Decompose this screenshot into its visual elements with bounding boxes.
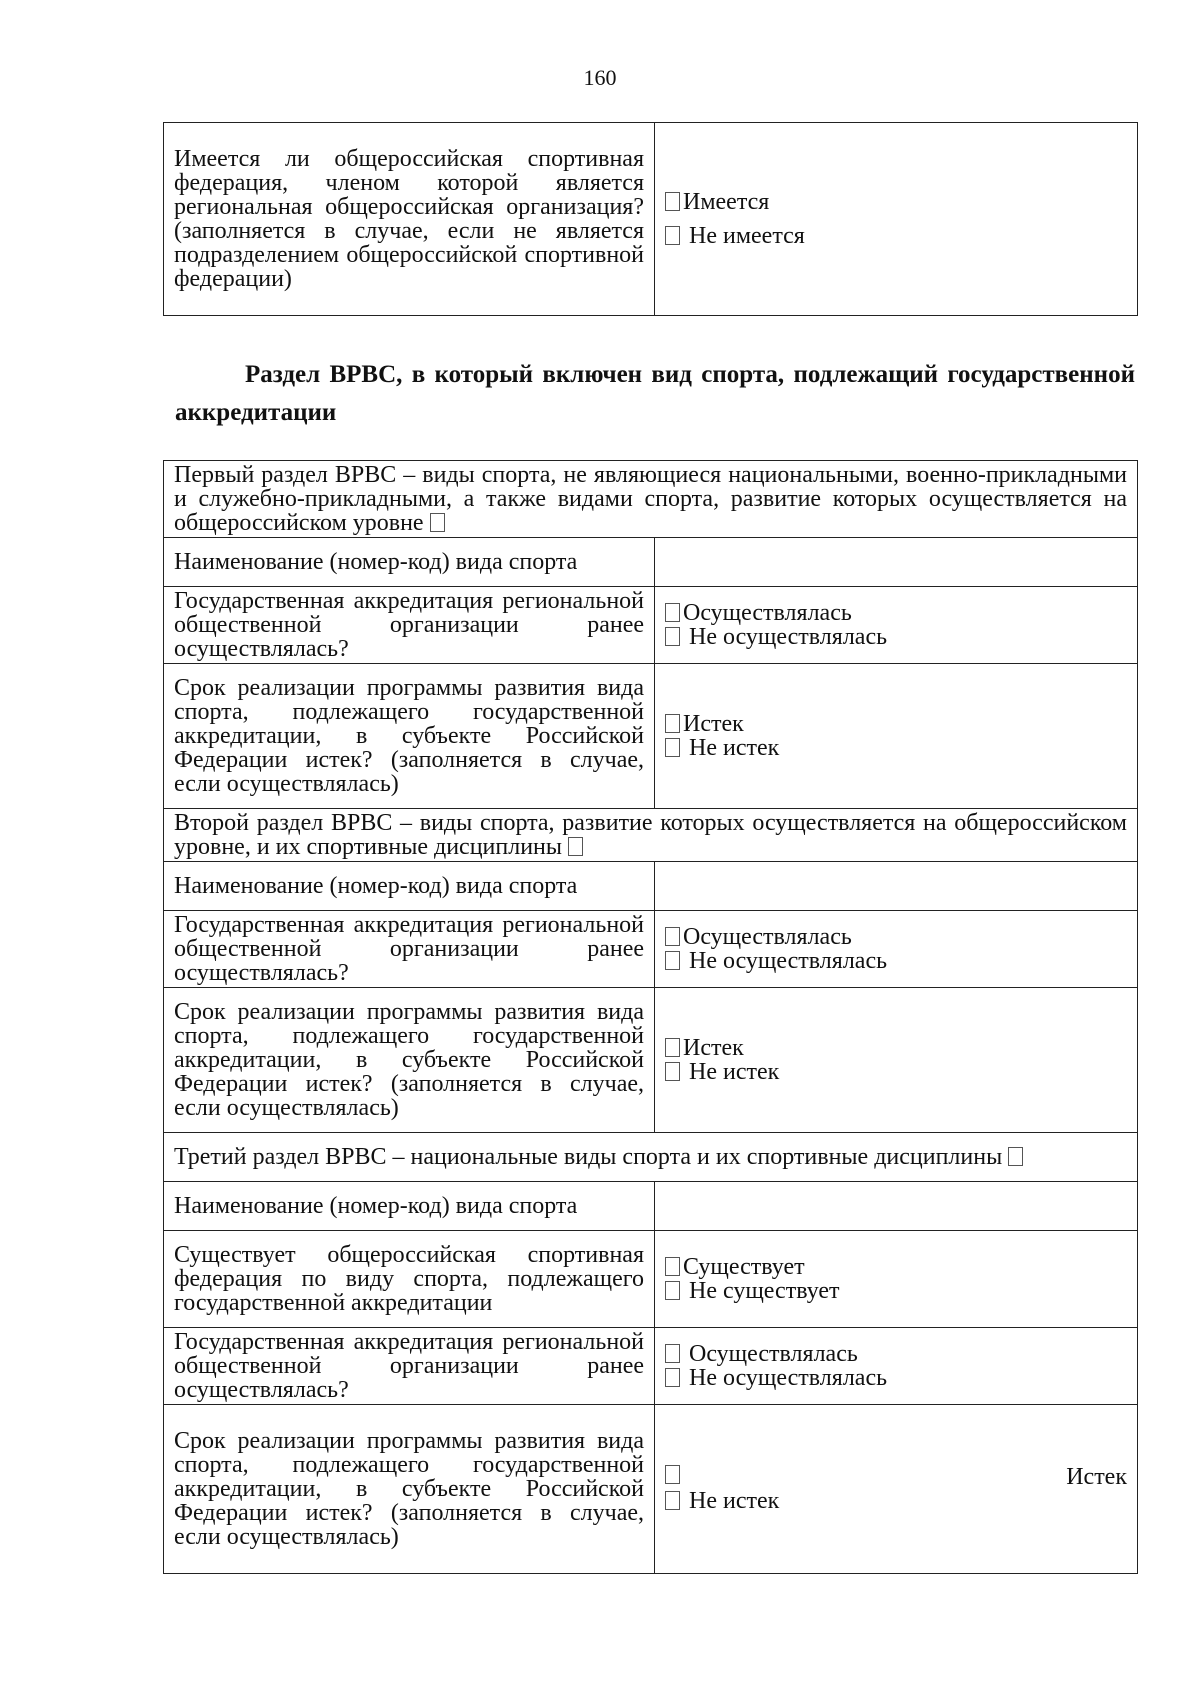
section1-title-cell <box>164 461 1138 538</box>
checkbox-icon[interactable] <box>665 1368 680 1387</box>
table-row <box>164 587 1138 664</box>
table-row <box>164 1182 1138 1231</box>
table-row <box>164 1133 1138 1182</box>
table-row <box>164 1405 1138 1574</box>
section1-name-label: Наименование (номер-код) вида спорта <box>164 538 655 587</box>
page-number: 160 <box>583 65 617 90</box>
option-not-carried-out[interactable]: Не осуществлялась <box>665 625 1127 649</box>
option-carried-out[interactable]: Осуществлялась <box>665 601 1127 625</box>
checkbox-icon[interactable] <box>665 603 680 622</box>
checkbox-icon[interactable] <box>568 837 583 856</box>
membership-answer <box>655 123 1138 316</box>
option-exists[interactable]: Существует <box>665 1255 1127 1279</box>
table-row <box>164 862 1138 911</box>
membership-question: Имеется ли общероссийская спортивная федерация, членом которой является региональная общероссийская организация? (заполняется в случае, если не является подразделением общероссийской спортивной федерации) <box>164 123 655 316</box>
section1-accreditation-answer <box>655 587 1138 664</box>
section2-name-input[interactable] <box>655 862 1138 911</box>
section2-accreditation-question: Государственная аккредитация региональной общественной организации ранее осуществлялась? <box>164 911 655 988</box>
checkbox-icon[interactable] <box>665 1491 680 1510</box>
section1-accreditation-question: Государственная аккредитация региональной общественной организации ранее осуществлялась? <box>164 587 655 664</box>
section2-program-question: Срок реализации программы развития вида спорта, подлежащего государственной аккредитации, в субъекте Российской Федерации истек? (заполняется в случае, если осуществлялась) <box>164 988 655 1133</box>
checkbox-icon[interactable] <box>665 714 680 733</box>
checkbox-icon[interactable] <box>665 1257 680 1276</box>
option-not-carried-out[interactable]: Не осуществлялась <box>665 949 1127 973</box>
section-heading: Раздел ВРВС, в который включен вид спорта, подлежащий государственной аккредитации <box>175 361 1135 426</box>
section1-program-question: Срок реализации программы развития вида спорта, подлежащего государственной аккредитации, в субъекте Российской Федерации истек? (заполняется в случае, если осуществлялась) <box>164 664 655 809</box>
table-row <box>164 1231 1138 1328</box>
checkbox-icon[interactable] <box>665 951 680 970</box>
section2-name-label: Наименование (номер-код) вида спорта <box>164 862 655 911</box>
section3-program-answer <box>655 1405 1138 1574</box>
checkbox-icon[interactable] <box>665 1281 680 1300</box>
table-row <box>164 538 1138 587</box>
table-row <box>164 461 1138 538</box>
option-not-exists[interactable]: Не имеется <box>665 224 1127 248</box>
checkbox-icon[interactable] <box>665 1465 680 1484</box>
checkbox-icon[interactable] <box>1008 1147 1023 1166</box>
checkbox-icon[interactable] <box>665 927 680 946</box>
section3-title: Третий раздел ВРВС – национальные виды спорта и их спортивные дисциплины <box>174 1144 1003 1170</box>
option-not-carried-out[interactable]: Не осуществлялась <box>665 1366 1127 1390</box>
option-expired[interactable]: Истек <box>665 1036 1127 1060</box>
section3-federation-question: Существует общероссийская спортивная федерация по виду спорта, подлежащего государственной аккредитации <box>164 1231 655 1328</box>
section3-federation-answer <box>655 1231 1138 1328</box>
checkbox-icon[interactable] <box>665 226 680 245</box>
section1-name-input[interactable] <box>655 538 1138 587</box>
option-carried-out[interactable]: Осуществлялась <box>665 1342 1127 1366</box>
table-row <box>164 809 1138 862</box>
option-expired[interactable]: Истек <box>665 1465 1127 1489</box>
section3-name-input[interactable] <box>655 1182 1138 1231</box>
section3-accreditation-question: Государственная аккредитация региональной общественной организации ранее осуществлялась? <box>164 1328 655 1405</box>
option-expired[interactable]: Истек <box>665 712 1127 736</box>
section2-program-answer <box>655 988 1138 1133</box>
checkbox-icon[interactable] <box>665 1062 680 1081</box>
section2-accreditation-answer <box>655 911 1138 988</box>
table-row <box>164 664 1138 809</box>
checkbox-icon[interactable] <box>665 1038 680 1057</box>
section3-title-cell <box>164 1133 1138 1182</box>
option-exists[interactable]: Имеется <box>665 190 1127 214</box>
section2-title: Второй раздел ВРВС – виды спорта, развитие которых осуществляется на общероссийском уровне, и их спортивные дисциплины <box>174 810 1127 860</box>
section1-title: Первый раздел ВРВС – виды спорта, не являющиеся национальными, военно-прикладными и служебно-прикладными, а также видами спорта, развитие которых осуществляется на общероссийском уровне <box>174 462 1127 536</box>
option-carried-out[interactable]: Осуществлялась <box>665 925 1127 949</box>
checkbox-icon[interactable] <box>665 192 680 211</box>
section2-title-cell <box>164 809 1138 862</box>
option-not-expired[interactable]: Не истек <box>665 736 1127 760</box>
section3-accreditation-answer <box>655 1328 1138 1405</box>
checkbox-icon[interactable] <box>430 513 445 532</box>
section3-name-label: Наименование (номер-код) вида спорта <box>164 1182 655 1231</box>
table-row <box>164 1328 1138 1405</box>
option-not-expired[interactable]: Не истек <box>665 1489 1127 1513</box>
section1-program-answer <box>655 664 1138 809</box>
table-row <box>164 911 1138 988</box>
table-row <box>164 988 1138 1133</box>
checkbox-icon[interactable] <box>665 1344 680 1363</box>
option-not-expired[interactable]: Не истек <box>665 1060 1127 1084</box>
vrvs-sections-table <box>163 460 1138 1574</box>
table-row <box>164 123 1138 316</box>
checkbox-icon[interactable] <box>665 627 680 646</box>
federation-membership-table <box>163 122 1138 316</box>
option-not-exists[interactable]: Не существует <box>665 1279 1127 1303</box>
section3-program-question: Срок реализации программы развития вида спорта, подлежащего государственной аккредитации, в субъекте Российской Федерации истек? (заполняется в случае, если осуществлялась) <box>164 1405 655 1574</box>
checkbox-icon[interactable] <box>665 738 680 757</box>
